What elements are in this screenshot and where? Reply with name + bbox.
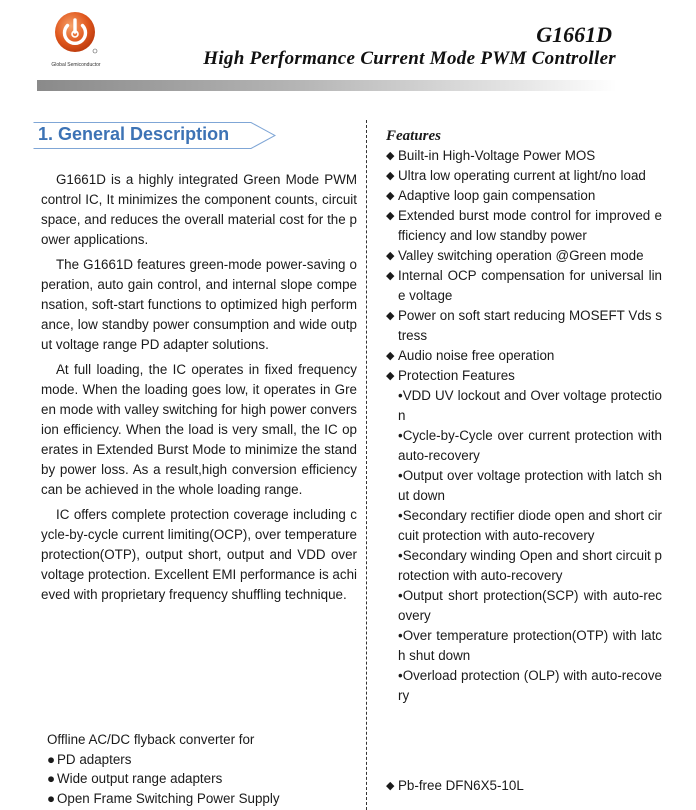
company-logo (36, 10, 116, 68)
protection-item: •Overload protection (OLP) with auto-recovery (398, 668, 662, 703)
diamond-bullet-icon: ◆ (386, 190, 395, 202)
protection-features-list (386, 386, 662, 706)
protection-item: •Secondary winding Open and short circuit protection with auto-recovery (398, 548, 662, 583)
diamond-bullet-icon: ◆ (386, 310, 395, 322)
feature-item: ◆ Power on soft start reducing MOSEFT Vds stress (386, 308, 662, 343)
feature-item: ◆ Internal OCP compensation for universal line voltage (386, 268, 662, 303)
diamond-bullet-icon: ◆ (386, 150, 395, 162)
feature-item: ◆ Protection Features (386, 366, 662, 386)
protection-item: •Cycle-by-Cycle over current protection with auto-recovery (398, 428, 662, 463)
feature-item: ◆ Audio noise free operation (386, 346, 662, 366)
description-paragraph: The G1661D features green-mode power-saving operation, auto gain control, and internal slope compensation, soft-start functions to optimized high performance, low standby power consumption and wide output voltage range PD adapter solutions. (41, 257, 357, 352)
features-section (386, 127, 662, 706)
protection-item: •VDD UV lockout and Over voltage protection (398, 388, 662, 423)
section-title: 1. General Description (38, 124, 230, 144)
diamond-bullet-icon: ◆ (386, 250, 395, 262)
bullet-icon: ● (47, 751, 56, 767)
diamond-bullet-icon: ◆ (386, 350, 395, 362)
diamond-bullet-icon: ◆ (386, 170, 395, 182)
diamond-bullet-icon: ◆ (386, 210, 395, 222)
power-logo-icon (53, 10, 99, 56)
header-gradient-bar (37, 80, 617, 91)
protection-item: •Secondary rectifier diode open and short circuit protection with auto-recovery (398, 508, 662, 543)
logo-caption: Global Semiconductor (51, 62, 101, 68)
list-item: ● Wide output range adapters (47, 769, 347, 789)
feature-item: ◆ Extended burst mode control for improved efficiency and low standby power (386, 208, 662, 243)
diamond-bullet-icon: ◆ (386, 370, 395, 382)
feature-item: ◆ Valley switching operation @Green mode (386, 246, 662, 266)
package-info: ◆ Pb-free DFN6X5-10L (386, 776, 662, 796)
protection-item: •Output short protection(SCP) with auto-recovery (398, 588, 662, 623)
column-divider (366, 120, 367, 810)
bullet-icon: ● (47, 790, 56, 806)
section-heading (33, 122, 276, 149)
protection-item: •Output over voltage protection with latch shut down (398, 468, 662, 503)
part-number: G1661D (536, 22, 612, 47)
description-paragraph: At full loading, the IC operates in fixed frequency mode. When the loading goes low, it operates in Green mode with valley switching for high power conversion efficiency. When the load is very small, the IC operates in Extended Burst Mode to minimize the standby power loss. As a result,high conversion efficiency can be achieved in the whole loading range. (41, 362, 357, 497)
diamond-bullet-icon: ◆ (386, 780, 395, 792)
protection-item: •Over temperature protection(OTP) with latch shut down (398, 628, 662, 663)
bullet-icon: ● (47, 771, 56, 786)
description-paragraph: G1661D is a highly integrated Green Mode PWM control IC, It minimizes the component counts, circuit space, and reduces the overall material cost for the power applications. (41, 172, 357, 247)
features-title: Features (386, 128, 442, 144)
feature-item: ◆ Ultra low operating current at light/no load (386, 166, 662, 186)
feature-item: ◆ Built-in High-Voltage Power MOS (386, 146, 662, 166)
feature-item: ◆ Adaptive loop gain compensation (386, 186, 662, 206)
diamond-bullet-icon: ◆ (386, 270, 395, 282)
list-item: ● Open Frame Switching Power Supply (47, 789, 347, 809)
applications-intro: Offline AC/DC flyback converter for (47, 732, 255, 747)
general-description (41, 170, 357, 610)
document-title: High Performance Current Mode PWM Controller (203, 48, 616, 69)
applications-list (47, 730, 347, 808)
description-paragraph: IC offers complete protection coverage including cycle-by-cycle current limiting(OCP), over temperature protection(OTP), output short, output and VDD over voltage protection. Excellent EMI performance is achieved with proprietary frequency shuffling technique. (41, 507, 357, 602)
list-item: ● PD adapters (47, 750, 347, 770)
